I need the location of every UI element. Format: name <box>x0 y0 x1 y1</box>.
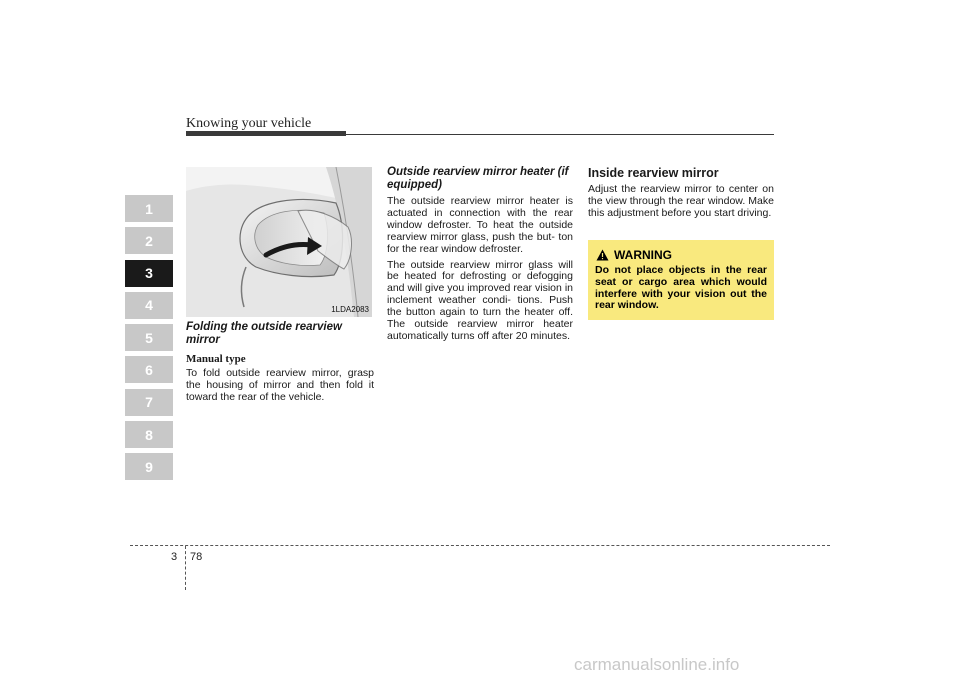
chapter-tab-2[interactable]: 2 <box>125 227 173 254</box>
chapter-tabs <box>125 195 173 486</box>
heater-body-1: The outside rearview mirror heater is actuated in connection with the rear window defroster. To heat the outside rearview mirror glass, push the but- ton for the rear window defroster. <box>387 195 573 255</box>
warning-box <box>588 240 774 320</box>
warning-body: Do not place objects in the rear seat or cargo area which would interfere with your vision out the rear window. <box>595 264 767 312</box>
chapter-tab-1[interactable]: 1 <box>125 195 173 222</box>
folding-section <box>186 321 374 408</box>
footer-chapter-number: 3 <box>171 551 178 563</box>
heater-heading: Outside rearview mirror heater (if equipped) <box>387 166 569 191</box>
header-rule-thin <box>346 134 774 135</box>
header-title: Knowing your vehicle <box>186 116 312 131</box>
chapter-tab-5[interactable]: 5 <box>125 324 173 351</box>
chapter-tab-8[interactable]: 8 <box>125 421 173 448</box>
chapter-tab-7[interactable]: 7 <box>125 389 173 416</box>
warning-title-row <box>596 248 672 262</box>
inside-mirror-heading: Inside rearview mirror <box>588 166 719 180</box>
mirror-illustration <box>186 167 372 317</box>
footer-page-number: 78 <box>190 551 203 563</box>
footer-vertical-divider <box>185 546 186 590</box>
side-mirror-drawing <box>186 167 372 317</box>
heater-body-2: The outside rearview mirror glass will be heated for defrosting or defogging and will give you improved rear vision in inclement weather condi- tions. Push the button again to turn the heater off. The outside rearview mirror heater automatically turns off after 20 minutes. <box>387 258 573 342</box>
chapter-tab-3[interactable]: 3 <box>125 260 173 287</box>
header-rule-thick <box>186 131 346 136</box>
chapter-tab-4[interactable]: 4 <box>125 292 173 319</box>
manual-type-subheading: Manual type <box>186 353 246 365</box>
warning-triangle-icon <box>596 249 609 261</box>
chapter-tab-9[interactable]: 9 <box>125 453 173 480</box>
inside-mirror-section <box>588 166 774 224</box>
warning-title: WARNING <box>614 248 672 262</box>
folding-heading: Folding the outside rearview mirror <box>186 321 342 346</box>
watermark: carmanualsonline.info <box>574 655 740 674</box>
footer-divider <box>130 545 830 546</box>
figure-label: 1LDA2083 <box>331 305 369 314</box>
chapter-tab-6[interactable]: 6 <box>125 356 173 383</box>
inside-mirror-body: Adjust the rearview mirror to center on the view through the rear window. Make this adjustment before you start driving. <box>588 183 774 219</box>
folding-body: To fold outside rearview mirror, grasp the housing of mirror and then fold it toward the rear of the vehicle. <box>186 367 374 403</box>
heater-section <box>387 166 573 347</box>
